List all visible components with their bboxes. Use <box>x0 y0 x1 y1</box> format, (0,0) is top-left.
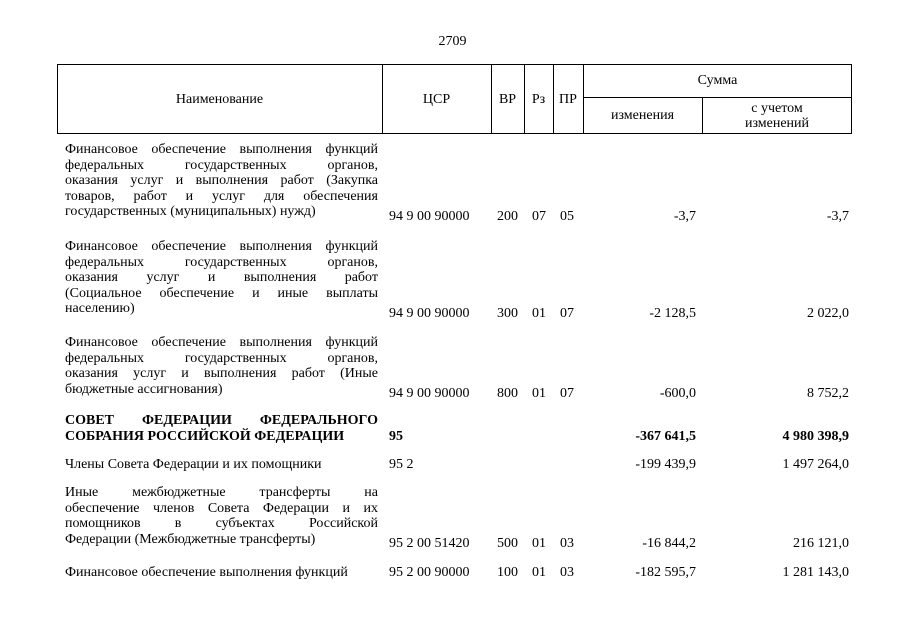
row-pr: 07 <box>560 386 574 401</box>
row-name <box>65 565 378 581</box>
row-name-line: СОБРАНИЯ РОССИЙСКОЙ ФЕДЕРАЦИИ <box>65 428 345 444</box>
col-vr-header: ВР <box>498 91 517 107</box>
row-change: -2 128,5 <box>649 306 696 321</box>
col-total-header <box>702 97 852 134</box>
col-change-header: изменения <box>610 108 675 123</box>
row-name-line: Финансовое обеспечение выполнения функций <box>65 335 378 350</box>
row-name-line: товаров, работ и услуг для обеспечения <box>65 188 378 204</box>
row-name-line: оказания услуг и выполнения работ (Закупка <box>65 173 378 189</box>
row-name-line: Финансовое обеспечение выполнения функций <box>65 239 378 254</box>
row-change: -367 641,5 <box>635 429 696 444</box>
row-pr: 05 <box>560 209 574 224</box>
row-total: 1 281 143,0 <box>782 565 849 580</box>
row-total: 216 121,0 <box>793 536 849 551</box>
row-name-line: государственных (муниципальных) нужд) <box>65 204 316 220</box>
row-change: -182 595,7 <box>635 565 696 580</box>
row-name-line: федеральных государственных органов, <box>65 350 378 366</box>
row-name-line: федеральных государственных органов, <box>65 157 378 173</box>
row-vr: 800 <box>497 386 518 401</box>
row-name <box>65 142 378 220</box>
row-change: -199 439,9 <box>635 457 696 472</box>
row-rz: 01 <box>532 386 546 401</box>
col-sum-header: Сумма <box>697 73 738 88</box>
row-pr: 03 <box>560 565 574 580</box>
row-csr: 95 <box>389 429 403 444</box>
row-name-line: обеспечение членов Совета Федерации и их <box>65 500 378 516</box>
col-name-header: Наименование <box>175 91 264 107</box>
row-total: 2 022,0 <box>807 306 849 321</box>
row-rz: 01 <box>532 565 546 580</box>
row-name-line: Финансовое обеспечение выполнения функций <box>65 565 348 580</box>
row-rz: 01 <box>532 306 546 321</box>
row-name-line: Иные межбюджетные трансферты на <box>65 485 378 500</box>
row-vr: 500 <box>497 536 518 551</box>
row-name-line: бюджетные ассигнования) <box>65 381 223 397</box>
row-vr: 100 <box>497 565 518 580</box>
row-name <box>65 413 378 444</box>
col-rz-header: Рз <box>531 91 546 107</box>
row-name-line: Федерации (Межбюджетные трансферты) <box>65 531 316 547</box>
row-rz: 01 <box>532 536 546 551</box>
row-name-line: федеральных государственных органов, <box>65 254 378 270</box>
col-pr-header: ПР <box>559 91 577 107</box>
row-change: -600,0 <box>659 386 696 401</box>
row-csr: 94 9 00 90000 <box>389 306 470 321</box>
row-change: -16 844,2 <box>642 536 696 551</box>
col-total-header-line: изменений <box>744 115 810 131</box>
row-name-line: СОВЕТ ФЕДЕРАЦИИ ФЕДЕРАЛЬНОГО <box>65 413 378 428</box>
row-name-line: (Социальное обеспечение и иные выплаты <box>65 285 378 301</box>
row-name <box>65 485 378 547</box>
row-csr: 94 9 00 90000 <box>389 209 470 224</box>
page-number: 2709 <box>438 34 467 49</box>
row-csr: 95 2 <box>389 457 414 472</box>
row-csr: 94 9 00 90000 <box>389 386 470 401</box>
row-name-line: Финансовое обеспечение выполнения функций <box>65 142 378 157</box>
row-change: -3,7 <box>673 209 696 224</box>
row-vr: 300 <box>497 306 518 321</box>
row-total: 1 497 264,0 <box>782 457 849 472</box>
row-pr: 03 <box>560 536 574 551</box>
row-name-line: Члены Совета Федерации и их помощники <box>65 457 322 472</box>
row-vr: 200 <box>497 209 518 224</box>
table-header <box>57 64 852 134</box>
row-name-line: оказания услуг и выполнения работ <box>65 270 378 286</box>
row-name <box>65 239 378 317</box>
row-pr: 07 <box>560 306 574 321</box>
row-rz: 07 <box>532 209 546 224</box>
row-total: 8 752,2 <box>807 386 849 401</box>
row-name <box>65 457 378 473</box>
row-total: -3,7 <box>826 209 849 224</box>
row-name-line: оказания услуг и выполнения работ (Иные <box>65 366 378 382</box>
col-total-header-line: с учетом <box>751 100 803 116</box>
col-csr-header: ЦСР <box>422 91 451 107</box>
row-csr: 95 2 00 90000 <box>389 565 470 580</box>
row-csr: 95 2 00 51420 <box>389 536 470 551</box>
row-name-line: населению) <box>65 301 135 317</box>
row-name <box>65 335 378 397</box>
row-total: 4 980 398,9 <box>782 429 849 444</box>
row-name-line: помощников в субъектах Российской <box>65 516 378 532</box>
